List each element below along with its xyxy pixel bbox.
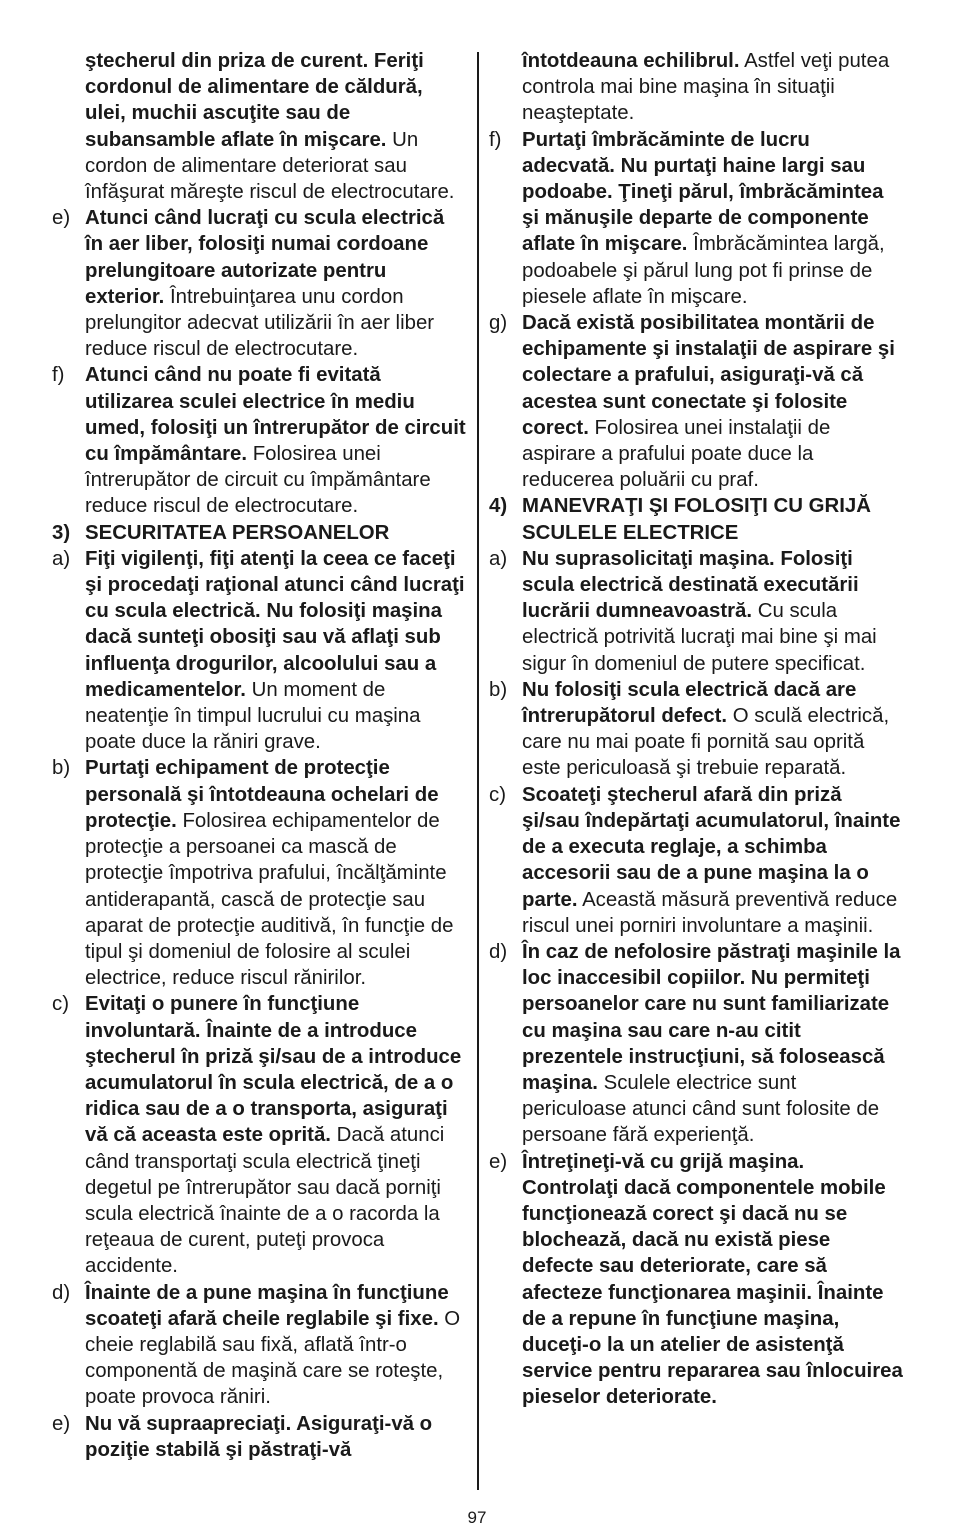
normal-text: Folosirea unei întrerupător de circuit cu împământare reduce riscul de electrocutare.	[85, 443, 431, 518]
bold-text: Atunci când nu poate fi evitată utilizarea sculei electrice în mediu umed, folosiţi un întrerupător de circuit cu împământare.	[85, 364, 466, 466]
list-item-b	[489, 677, 904, 782]
normal-text: O cheie reglabilă sau fixă, aflată într-o componentă de maşină care se roteşte, poate provoca răniri.	[85, 1307, 461, 1409]
bold-text: ştecherul din priza de curent. Feriţi cordonul de alimentare de căldură, ulei, muchii ascuţite sau de subansamble aflate în mişcare.	[85, 50, 424, 151]
item-label: a)	[52, 547, 71, 570]
section-heading-4	[489, 493, 904, 545]
list-item-f	[52, 362, 467, 519]
bold-text: Dacă există posibilitatea montării de echipamente şi instalaţii de aspirare şi colectare a prafului, asiguraţi-vă că acestea sunt conectate şi folosite corect.	[522, 312, 895, 439]
item-label: c)	[52, 993, 69, 1016]
list-item-e-continues	[52, 1411, 467, 1463]
item-label: d)	[52, 1281, 71, 1304]
section-heading-3	[52, 520, 467, 546]
normal-text: Îmbrăcămintea largă, podoabele şi părul lung pot fi prinse de piesele aflate în mişcare.	[522, 233, 885, 308]
section-number: 4)	[489, 495, 508, 518]
left-column	[52, 48, 467, 1463]
column-divider	[477, 52, 479, 1490]
bold-text: În caz de nefolosire păstraţi maşinile la loc inaccesibil copiilor. Nu permiteţi persoanelor care nu sunt familiarizate cu maşina sau care n-au citit prezentele instrucţiuni, să folosească maşina.	[522, 940, 901, 1094]
item-label: e)	[52, 207, 71, 230]
list-item-g	[489, 310, 904, 493]
normal-text: Folosirea echipamentelor de protecţie a persoanei ca mască de protecţie împotriva prafului, încălţăminte antiderapantă, cască de protecţie sau aparat de protecţie auditivă, în funcţie de tipul şi domeniul de folosire al sculei electrice, reduce riscul rănirilor.	[85, 809, 454, 990]
normal-text: Un cordon de alimentare deteriorat sau înfăşurat măreşte riscul de electrocutare.	[85, 128, 455, 204]
item-label: e)	[489, 1150, 508, 1173]
item-label: b)	[52, 757, 71, 780]
item-label: b)	[489, 678, 508, 701]
normal-text: Dacă atunci când transportaţi scula electrică ţineţi degetul pe întrerupător sau dacă porniţi scula electrică înainte de a o racorda la reţeaua de curent, puteţi provoca accidente.	[85, 1124, 445, 1278]
item-label: a)	[489, 547, 508, 570]
bold-text: Atunci când lucraţi cu scula electrică în aer liber, folosiţi numai cordoane prelungitoare autorizate pentru exterior.	[85, 207, 445, 308]
right-column	[489, 48, 904, 1411]
bold-text: Purtaţi îmbrăcăminte de lucru adecvată. Nu purtaţi haine largi sau podoabe. Ţineţi părul, îmbrăcămintea şi mănuşile departe de componente aflate în mişcare.	[522, 128, 884, 256]
list-item-c	[52, 991, 467, 1279]
bold-text: Evitaţi o punere în funcţiune involuntară. Înainte de a introduce ştecherul în priză şi/sau de a introduce acumulatorul în scula electrică, de a o ridica sau de a o transporta, asiguraţi vă că aceasta este oprită.	[85, 993, 462, 1147]
normal-text: Astfel veţi putea controla mai bine maşina în situaţii neaşteptate.	[522, 50, 890, 125]
list-item-e	[52, 205, 467, 362]
bold-text: Înainte de a pune maşina în funcţiune scoateţi afară cheile reglabile şi fixe.	[85, 1281, 449, 1330]
item-label: g)	[489, 312, 508, 335]
list-item-f	[489, 127, 904, 310]
list-item-a	[489, 546, 904, 677]
bold-text: întotdeauna echilibrul.	[522, 50, 740, 72]
section-number: 3)	[52, 521, 71, 544]
page-number: 97	[467, 1508, 487, 1527]
continued-paragraph	[522, 48, 904, 127]
item-label: f)	[489, 128, 502, 151]
bold-text: Scoateţi ştecherul afară din priză şi/sau îndepărtaţi acumulatorul, înainte de a executa reglaje, a schimba accesorii sau de a pune maşina la o parte.	[522, 783, 901, 911]
list-item-c	[489, 782, 904, 939]
normal-text: Cu scula electrică potrivită lucraţi mai bine şi mai sigur în domeniul de putere specificat.	[522, 600, 877, 675]
section-title: MANEVRAŢI ŞI FOLOSIŢI CU GRIJĂ SCULELE ELECTRICE	[522, 495, 871, 544]
item-label: e)	[52, 1412, 71, 1435]
item-label: c)	[489, 783, 506, 806]
normal-text: Folosirea unei instalaţii de aspirare a prafului poate duce la reducerea poluării cu praf.	[522, 416, 831, 492]
bold-text: Fiţi vigilenţi, fiţi atenţi la ceea ce faceţi şi procedaţi raţional atunci când lucraţi cu scula electrică. Nu folosiţi maşina dacă sunteţi obosiţi sau vă aflaţi sub influenţa drogurilor, alcoolului sau a medicamentelor.	[85, 547, 465, 701]
list-item-b	[52, 755, 467, 991]
normal-text: Un moment de neatenţie în timpul lucrului cu maşina poate duce la răniri grave.	[85, 678, 421, 754]
item-label: d)	[489, 940, 508, 963]
normal-text: Această măsură preventivă reduce riscul unei porniri involuntare a maşinii.	[522, 888, 898, 937]
item-label: f)	[52, 364, 65, 387]
bold-text: Nu suprasolicitaţi maşina. Folosiţi scula electrică destinată executării lucrării dumneavoastră.	[522, 547, 859, 623]
normal-text: Întrebuinţarea unu cordon prelungitor adecvat utilizării în aer liber reduce riscul de electrocutare.	[85, 285, 435, 361]
bold-text: Nu vă supraapreciaţi. Asiguraţi-vă o poziţie stabilă şi păstraţi-vă	[85, 1412, 433, 1461]
list-item-a	[52, 546, 467, 756]
bold-text: Întreţineţi-vă cu grijă maşina. Controlaţi dacă componentele mobile funcţionează corect şi dacă nu se blochează, dacă nu există piese defecte sau deteriorate, care să afecteze funcţionarea maşinii. Înainte de a repune în funcţiune maşina, duceţi-o la un atelier de asistenţă service pentru repararea sau înlocuirea pieselor deteriorate.	[522, 1150, 903, 1409]
normal-text: O sculă electrică, care nu mai poate fi pornită sau oprită este periculoasă şi trebuie reparată.	[522, 705, 890, 780]
bold-text: Nu folosiţi scula electrică dacă are întrerupătorul defect.	[522, 678, 857, 728]
section-title: SECURITATEA PERSOANELOR	[85, 521, 390, 544]
bold-text: Purtaţi echipament de protecţie personală şi întotdeauna ochelari de protecţie.	[85, 757, 439, 832]
list-item-d	[489, 939, 904, 1149]
normal-text: Sculele electrice sunt periculoase atunci când sunt folosite de persoane fără experienţă.	[522, 1071, 880, 1147]
continued-paragraph	[85, 48, 467, 205]
list-item-d	[52, 1280, 467, 1411]
list-item-e	[489, 1149, 904, 1411]
